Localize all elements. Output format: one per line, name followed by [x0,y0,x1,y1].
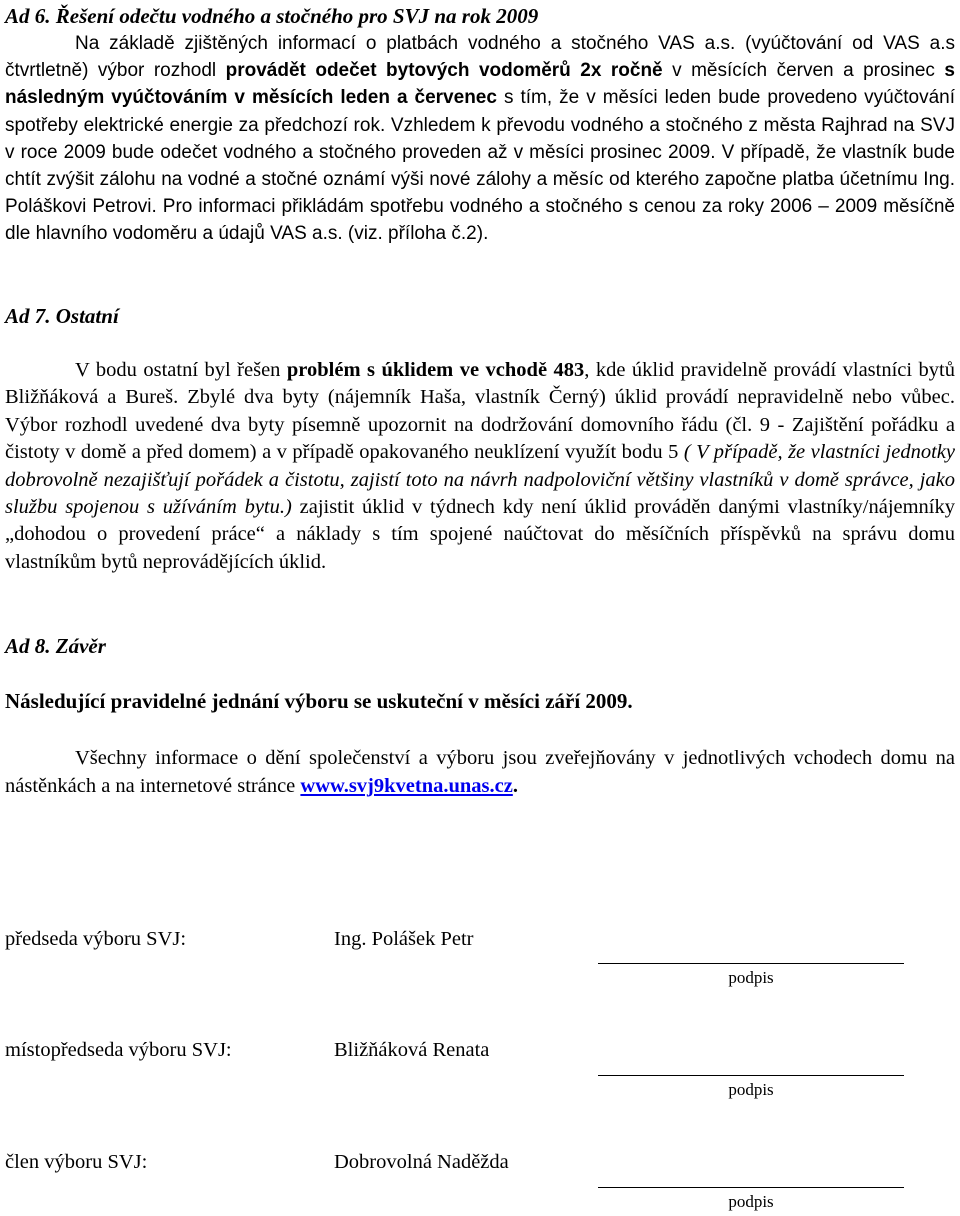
section-7-text-b: , kde úklid pravidelně provádí vlastníci bytů Bližňáková a Bureš. Zbylé dva byty (nájemník Haša, vlastník Černý) úklid provádí nepravidelně nebo vůbec. Výbor rozhodl uvedené dva byty písemně upozornit na dodržování domovního řádu (čl. 9 - Zajištění pořádku a čistoty v domě a před domem) a v případě opakovaného neuklízení využít bodu 5 [5,359,955,464]
section-6-text-a: Na základě zjištěných informací o platbách vodného a stočného VAS a.s. (vyúčtování od VAS a.s čtvrtletně) výbor rozhodl [5,33,955,82]
section-7-text-c: zajistit úklid v týdnech kdy není úklid prováděn danými vlastníky/nájemníky „dohodou o provedení práce“ a náklady s tím spojené naúčtovat do měsíčních příspěvků na správu domu vlastníkům bytů neprovádějících úklid. [5,496,955,573]
section-6-text-c: s tím, že v měsíci leden bude provedeno vyúčtování spotřeby elektrické energie za předchozí rok. Vzhledem k převodu vodného a stočného z města Rajhrad na SVJ v roce 2009 bude odečet vodného a stočného proveden až v měsíci prosinec 2009. V případě, že vlastník bude chtít zvýšit zálohu na vodné a stočné oznámí výši nové zálohy a měsíc od kterého započne platba účetnímu Ing. Poláškovi Petrovi. Pro informaci přikládám spotřebu vodného a stočného s cenou za roky 2006 – 2009 měsíčně dle hlavního vodoměru a údajů VAS a.s. (viz. příloha č.2). [5,87,955,245]
section-6-text-b: v měsících červen a prosinec [662,60,945,82]
signature-label: podpis [728,1080,774,1099]
section-7-italic-1: ( V případě, že vlastníci jednotky dobrovolně nezajišťují pořádek a čistotu, zajistí toto na návrh nadpoloviční většiny vlastníků v domě správce, jako službu spojenou s užíváním bytu.) [5,441,955,519]
signature-name: Bližňáková Renata [334,1039,490,1061]
signature-name: Ing. Polášek Petr [334,928,474,950]
section-8-heading: Ad 8. Závěr [5,634,106,658]
website-link[interactable]: www.svj9kvetna.unas.cz [300,775,513,797]
info-text: Všechny informace o dění společenství a výboru jsou zveřejňovány v jednotlivých vchodech domu na nástěnkách a na internetové stránce [5,747,955,797]
info-paragraph [5,744,955,800]
section-6-bold-1: provádět odečet bytových vodoměrů 2x ročně [225,60,663,82]
signature-role: člen výboru SVJ: [5,1151,148,1173]
section-6-bold-2: s následným vyúčtováním v měsících leden a červenec [5,60,955,109]
section-7-bold-1: problém s úklidem ve vchodě 483 [286,359,585,381]
signature-role: předseda výboru SVJ: [5,928,187,950]
signature-label: podpis [728,968,774,987]
section-7-text-a: V bodu ostatní byl řešen [75,359,287,381]
next-meeting-notice: Následující pravidelné jednání výboru se uskuteční v měsíci září 2009. [5,689,633,713]
section-7-heading: Ad 7. Ostatní [5,304,119,328]
info-end: . [512,775,518,797]
section-6 [5,2,955,248]
section-8 [5,632,955,660]
section-7-paragraph [5,357,955,576]
signature-name: Dobrovolná Naděžda [334,1151,509,1173]
section-6-paragraph [5,30,955,248]
section-7 [5,302,955,576]
signature-role: místopředseda výboru SVJ: [5,1039,232,1061]
section-6-heading: Ad 6. Řešení odečtu vodného a stočného pro SVJ na rok 2009 [5,4,539,28]
signature-label: podpis [728,1192,774,1211]
